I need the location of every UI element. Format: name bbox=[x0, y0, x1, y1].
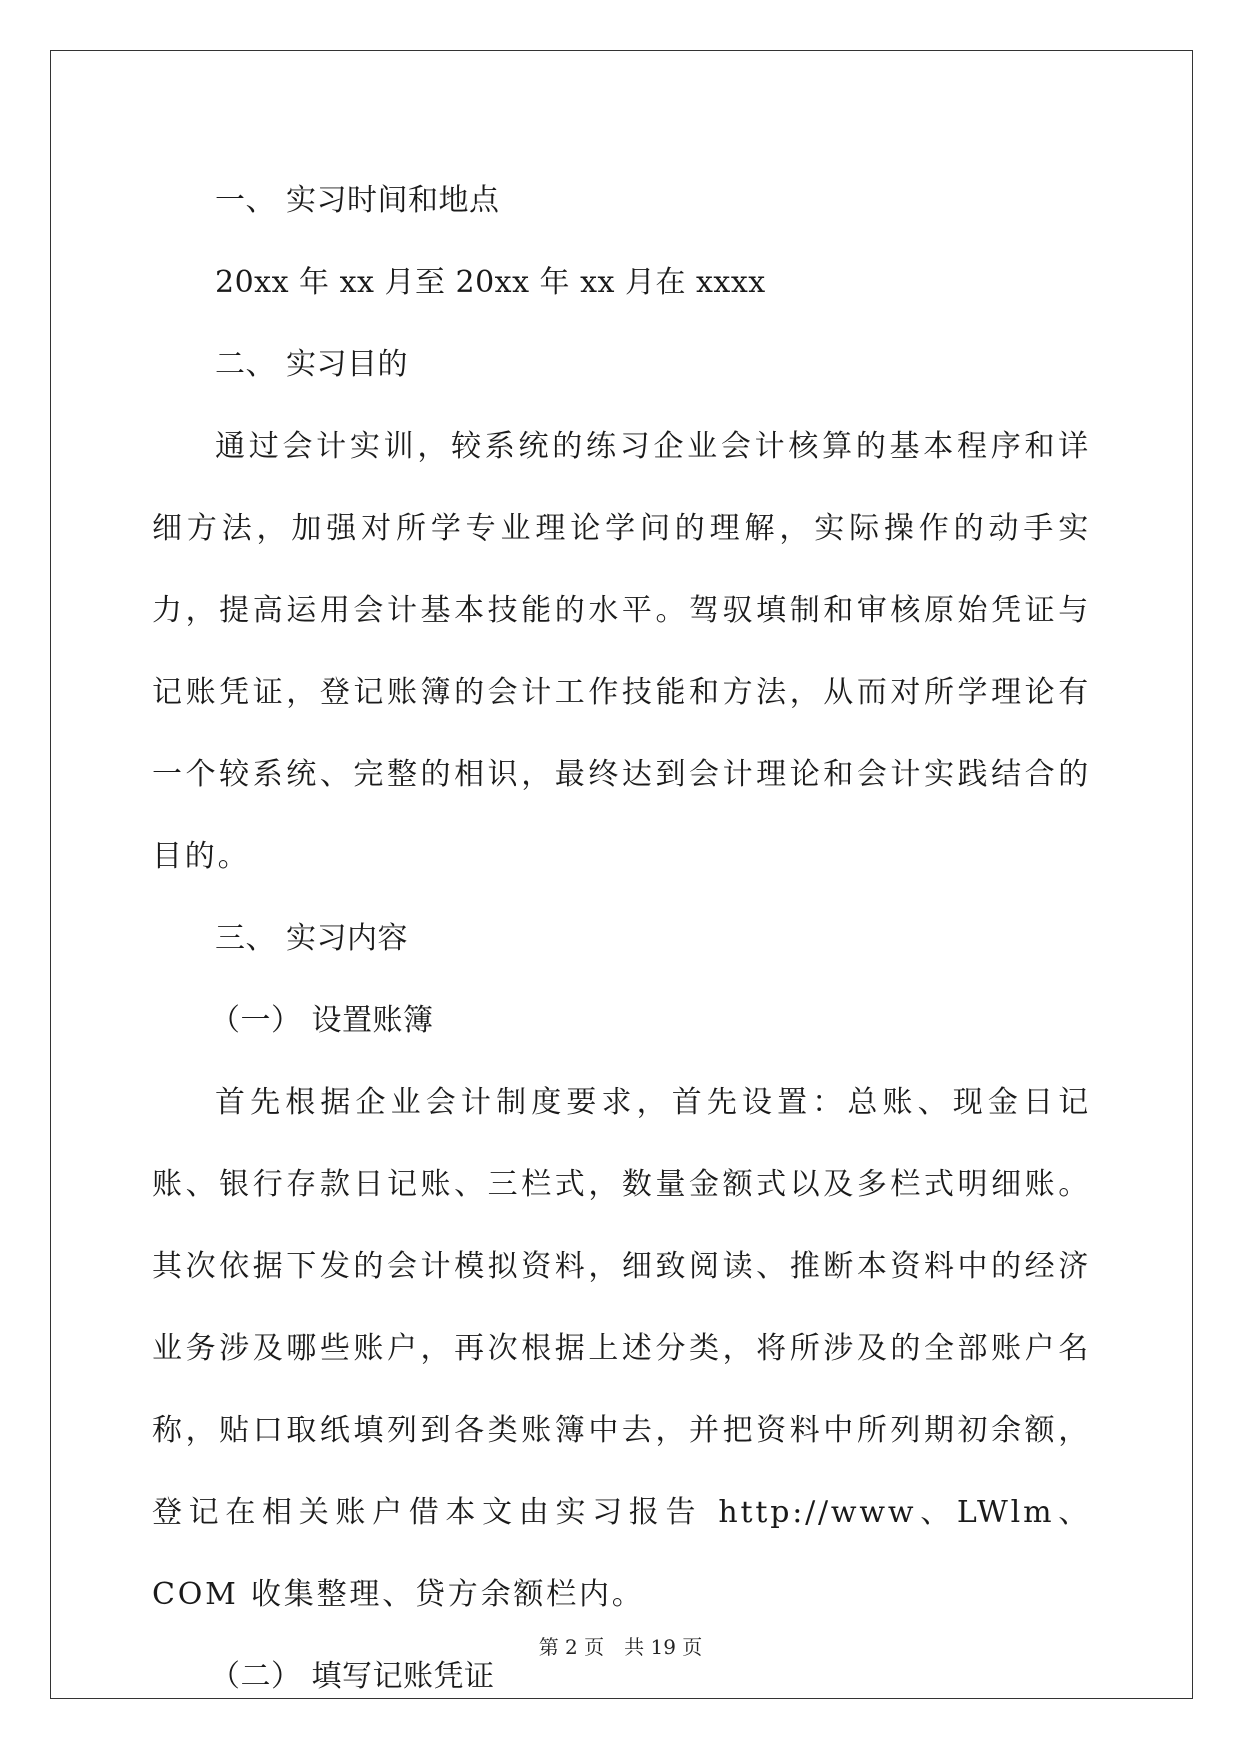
section-heading-3: 三、 实习内容 bbox=[215, 921, 409, 956]
internship-time-place: 20xx 年 xx 月至 20xx 年 xx 月在 xxxx bbox=[215, 265, 766, 300]
page-number-footer: 第 2 页 共 19 页 bbox=[538, 1635, 703, 1659]
subsection-heading-2: （二） 填写记账凭证 bbox=[210, 1659, 495, 1694]
section-heading-2: 二、 实习目的 bbox=[215, 347, 409, 382]
purpose-paragraph: 通过会计实训，较系统的练习企业会计核算的基本程序和详细方法，加强对所学专业理论学问的理解，实际操作的动手实力，提高运用会计基本技能的水平。驾驭填制和审核原始凭证与记账凭证，登记账簿的会计工作技能和方法，从而对所学理论有一个较系统、完整的相识，最终达到会计理论和会计实践结合的目的。 bbox=[152, 429, 1091, 874]
document-body bbox=[152, 160, 1091, 1718]
set-up-ledger-paragraph: 首先根据企业会计制度要求，首先设置：总账、现金日记账、银行存款日记账、三栏式，数量金额式以及多栏式明细账。其次依据下发的会计模拟资料，细致阅读、推断本资料中的经济业务涉及哪些账户，再次根据上述分类，将所涉及的全部账户名称，贴口取纸填列到各类账簿中去，并把资料中所列期初余额，登记在相关账户借本文由实习报告 http://www、LWlm、COM 收集整理、贷方余额栏内。 bbox=[152, 1085, 1091, 1612]
section-heading-1: 一、 实习时间和地点 bbox=[215, 183, 500, 218]
subsection-heading-1: （一） 设置账簿 bbox=[210, 1003, 434, 1038]
